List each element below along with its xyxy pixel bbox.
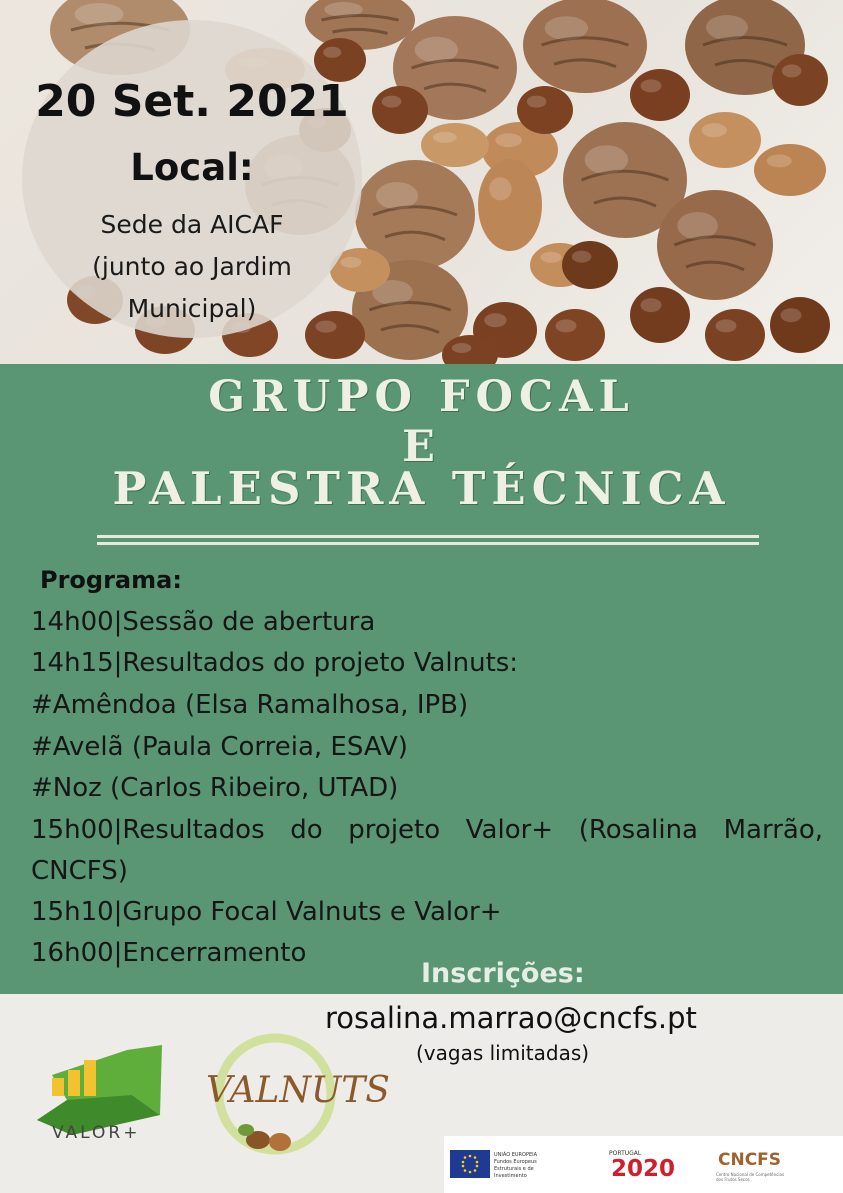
almond-shape — [689, 112, 761, 168]
programa-item: 14h00|Sessão de abertura — [31, 607, 376, 637]
hazel-shape — [772, 54, 828, 106]
event-date: 20 Set. 2021 — [35, 76, 349, 127]
almond-highlight — [767, 154, 792, 167]
hazel-shape — [770, 297, 830, 353]
hazel-shape — [545, 309, 605, 361]
hazel-highlight — [323, 47, 341, 58]
venue — [0, 204, 384, 330]
divider-rule — [97, 535, 759, 538]
almond-highlight — [495, 133, 522, 147]
eu-funding-text: UNIÃO EUROPEIA Fundos Europeus Estruturais e de Investimento — [494, 1152, 538, 1179]
almond-highlight — [702, 123, 727, 137]
hazel-shape — [630, 287, 690, 343]
title-line-3: PALESTRA TÉCNICA — [112, 462, 731, 515]
hazel-highlight — [781, 308, 802, 322]
almond-shape — [478, 159, 542, 251]
hazel-highlight — [556, 319, 577, 332]
hazel-highlight — [572, 251, 592, 263]
venue-line: Sede da AICAF — [100, 210, 284, 239]
hazel-shape — [562, 241, 618, 289]
programa-item: #Avelã (Paula Correia, ESAV) — [31, 732, 408, 762]
inscricoes-label: Inscrições: — [421, 958, 585, 989]
programa-item: 16h00|Encerramento — [31, 938, 307, 968]
hazel-shape — [517, 86, 573, 134]
hazel-highlight — [382, 96, 402, 108]
programa-item: 15h00|Resultados do projeto Valor+ (Rosalina Marrão, — [31, 815, 823, 845]
title-line-1: GRUPO FOCAL — [208, 372, 635, 422]
venue-line: (junto ao Jardim — [92, 252, 292, 281]
valor-logo-text: VALOR+ — [52, 1123, 141, 1143]
portugal-label: PORTUGAL — [609, 1150, 642, 1157]
programa-item: 15h10|Grupo Focal Valnuts e Valor+ — [31, 897, 502, 927]
valnuts-logo-text: VALNUTS — [206, 1070, 390, 1111]
walnut-shape — [523, 0, 647, 93]
hazel-highlight — [782, 64, 802, 77]
programa-item: #Amêndoa (Elsa Ramalhosa, IPB) — [31, 690, 469, 720]
hazel-shape — [705, 309, 765, 361]
programa-item: 14h15|Resultados do projeto Valnuts: — [31, 648, 519, 678]
programa-item: CNCFS) — [31, 856, 128, 886]
cncfs-subtitle: Centro Nacional de Competências dos Frutos Secos — [716, 1172, 785, 1182]
contact-email[interactable]: rosalina.marrao@cncfs.pt — [325, 1001, 697, 1035]
portugal2020-logo: 2020 — [611, 1156, 676, 1182]
hazel-highlight — [641, 79, 662, 92]
hazel-highlight — [484, 313, 506, 327]
hazel-highlight — [641, 298, 662, 312]
vagas-note: (vagas limitadas) — [416, 1041, 590, 1065]
divider-rule — [97, 542, 759, 545]
eu-flag-icon — [450, 1150, 490, 1178]
almond-shape — [754, 144, 826, 196]
local-label: Local: — [130, 146, 254, 189]
almond-shape — [421, 123, 489, 167]
cncfs-logo: CNCFS — [718, 1150, 782, 1170]
title-line-2: E — [402, 422, 441, 472]
almond-highlight — [433, 132, 457, 143]
hazel-shape — [630, 69, 690, 121]
almond-highlight — [489, 177, 511, 200]
hazel-highlight — [716, 319, 737, 332]
hazel-highlight — [452, 343, 472, 353]
programa-heading: Programa: — [40, 566, 182, 594]
venue-line: Municipal) — [127, 294, 257, 323]
programa-item: #Noz (Carlos Ribeiro, UTAD) — [31, 773, 399, 803]
hazel-highlight — [527, 96, 547, 108]
almond-highlight — [541, 252, 562, 263]
